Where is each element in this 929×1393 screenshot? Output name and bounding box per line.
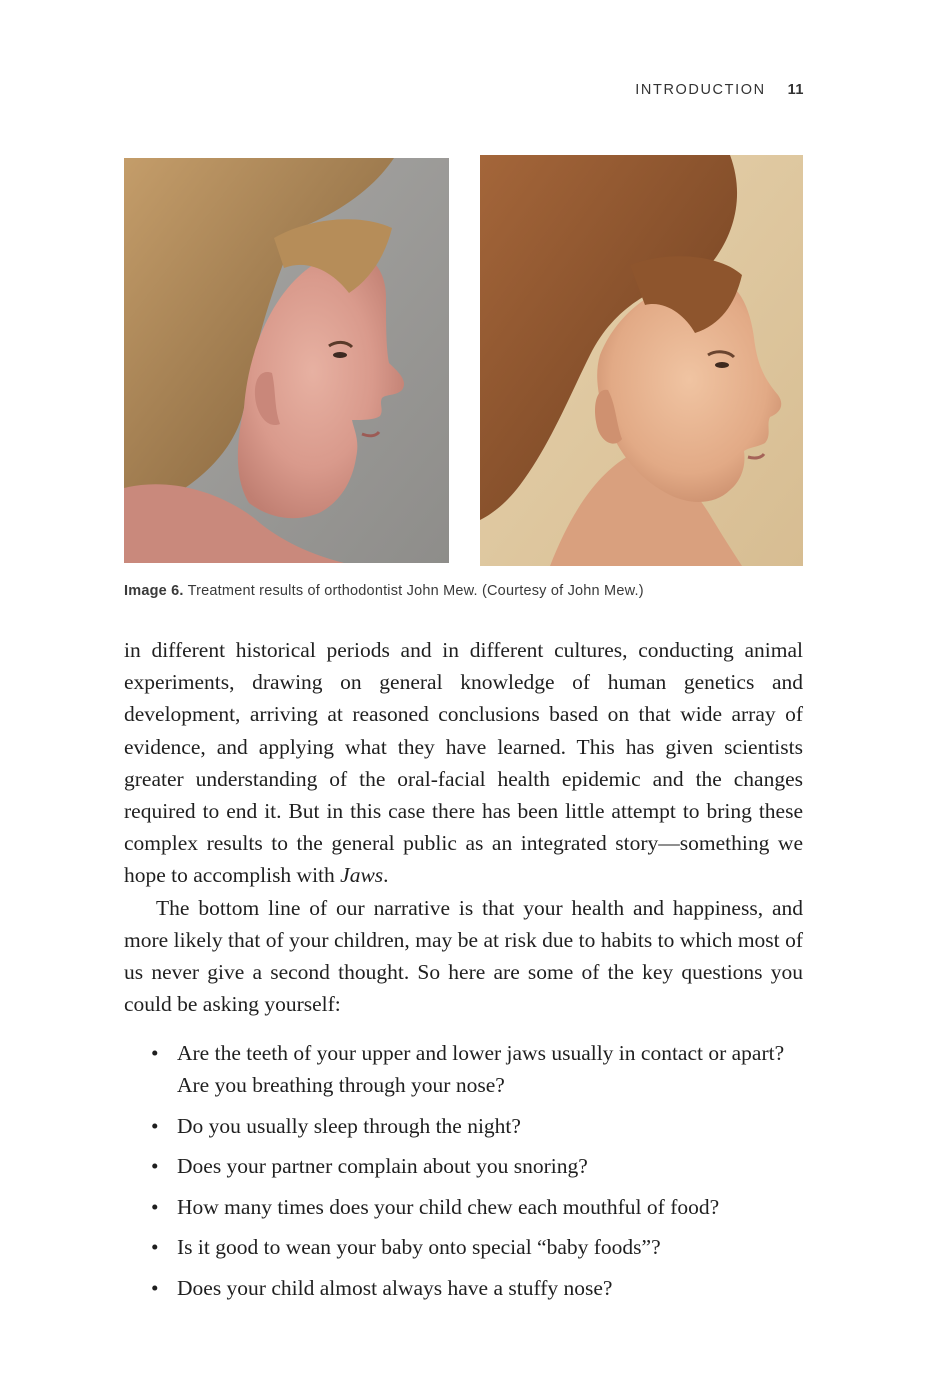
body-text	[124, 634, 803, 1020]
after-treatment-photo	[480, 155, 803, 566]
list-item-text: Is it good to wean your baby onto special “baby foods”?	[177, 1235, 661, 1259]
section-title: INTRODUCTION	[635, 82, 766, 98]
list-item-text: Are the teeth of your upper and lower jaws usually in contact or apart? Are you breathing through your nose?	[177, 1041, 785, 1097]
bullet: •	[151, 1194, 159, 1219]
list-item-text: Do you usually sleep through the night?	[177, 1113, 521, 1138]
list-item-text: How many times does your child chew each mouthful of food?	[177, 1194, 720, 1219]
before-treatment-photo	[124, 158, 449, 563]
figure-caption	[124, 583, 644, 599]
bullet: •	[151, 1235, 159, 1259]
running-head	[635, 82, 804, 98]
list-item	[124, 1231, 803, 1263]
figure-caption-text: Treatment results of orthodontist John Mew. (Courtesy of John Mew.)	[187, 583, 644, 599]
book-title: Jaws	[340, 863, 384, 888]
list-item	[124, 1272, 803, 1304]
figure-label: Image 6.	[124, 583, 184, 599]
paragraph-2: The bottom line of our narrative is that your health and happiness, and more likely that of your children, may be at risk due to habits to which most of us never give a second thought. So here are some of the key questions you could be asking yourself:	[124, 895, 803, 1017]
bullet: •	[151, 1041, 159, 1065]
list-item	[124, 1037, 803, 1101]
questions-list	[124, 1037, 803, 1312]
paragraph-1-text: in different historical periods and in different cultures, conducting animal experiments, drawing on general knowledge of human genetics and development, arriving at reasoned conclusions based on that wide array of evidence, and applying what they have learned. This has given scientists greater understanding of the oral-facial health epidemic and the changes required to end it. But in this case there has been little attempt to bring these complex results to the general public as an integrated story—something we hope to accomplish with	[124, 638, 803, 888]
paragraph-1	[124, 634, 803, 892]
list-item	[124, 1191, 803, 1223]
paragraph-1-end: .	[383, 863, 389, 888]
bullet: •	[151, 1154, 159, 1178]
list-item	[124, 1150, 803, 1182]
page-number: 11	[787, 82, 804, 98]
bullet: •	[151, 1113, 159, 1138]
bullet: •	[151, 1275, 159, 1300]
list-item-text: Does your partner complain about you snoring?	[177, 1154, 588, 1178]
list-item-text: Does your child almost always have a stuffy nose?	[177, 1275, 613, 1300]
list-item	[124, 1110, 803, 1142]
